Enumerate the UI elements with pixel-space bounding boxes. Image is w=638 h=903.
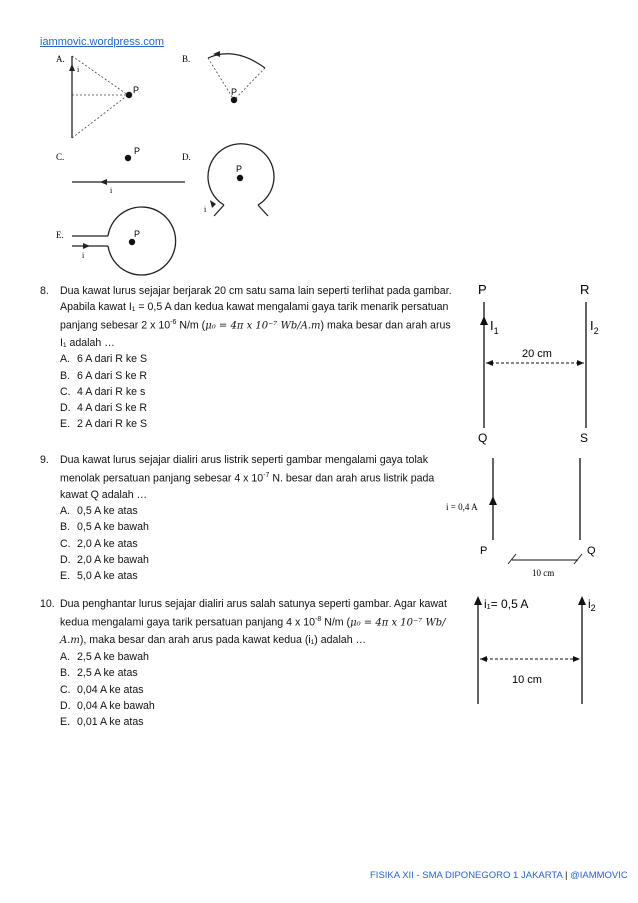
q8-wires-diagram [470, 280, 610, 450]
fig-label-a: A. [56, 54, 65, 64]
question-text-line: Apabila kawat I₁ = 0,5 A dan kedua kawat mengalami gaya tarik menarik persatuan [60, 301, 449, 314]
question-number: 8. [40, 285, 49, 297]
option-b: B. 6 A dari S ke R [60, 369, 148, 382]
fig-e-current-label: i [82, 251, 85, 260]
option-c: C. 2,0 A ke atas [60, 537, 138, 550]
question-text-line: menolak persatuan panjang sebesar 4 x $10^{-7}$ N. besar dan arah arus listrik pada [60, 472, 435, 485]
option-e: E. 2 A dari R ke S [60, 418, 148, 431]
option-d: D. 2,0 A ke bawah [60, 553, 149, 566]
fig-label-b: B. [182, 54, 191, 64]
option-e: E. 5,0 A ke atas [60, 569, 138, 582]
fig-label-e: E. [56, 230, 64, 240]
footer-handle: @IAMMOVIC [570, 870, 628, 881]
q8-label-q: Q [478, 431, 488, 445]
question-text-line: kedua mengalami gaya tarik persatuan panjang 4 x $10^{-8}$ N/m (μ₀ = 4π x 10⁻⁷ Wb/ [60, 616, 446, 629]
fig-d-point-label: P [236, 164, 243, 174]
option-b: B. 2,5 A ke atas [60, 667, 138, 680]
q9-label-p: P [480, 545, 488, 557]
q8-label-p: P [478, 282, 487, 297]
q10-current-label-i2: $i_2$ [588, 597, 596, 613]
question-text-line: panjang sebesar 2 x $10^{-6}$ N/m (μ₀ = 4π x 10⁻⁷ Wb/A.m) maka besar dan arah arus [60, 319, 451, 332]
fig-a-point-label: P [133, 85, 140, 95]
q9-label-q: Q [587, 545, 596, 557]
question-number: 10. [40, 598, 55, 610]
q9-wires-diagram [440, 452, 610, 582]
fig-c-current-label: i [110, 186, 113, 195]
fig-a-current-label: i [77, 65, 80, 74]
option-c: C. 0,04 A ke atas [60, 683, 144, 696]
q8-label-i2: $I_2$ [590, 318, 599, 336]
figure-options-diagram [50, 48, 290, 280]
option-b: B. 0,5 A ke bawah [60, 521, 149, 534]
question-text-line: I₁ adalah … [60, 337, 115, 350]
q9-distance-label: 10 cm [532, 568, 555, 578]
q8-label-i1: $I_1$ [490, 318, 499, 336]
fig-e-point-label: P [134, 229, 141, 239]
q8-label-s: S [580, 431, 589, 445]
option-a: A. 0,5 A ke atas [60, 505, 138, 518]
option-a: A. 6 A dari R ke S [60, 353, 148, 366]
footer-school: FISIKA XII - SMA DIPONEGORO 1 JAKARTA [370, 870, 563, 881]
option-c: C. 4 A dari R ke s [60, 385, 146, 398]
option-e: E. 0,01 A ke atas [60, 715, 144, 728]
site-link[interactable]: iammovic.wordpress.com [40, 36, 165, 48]
question-number: 9. [40, 454, 49, 466]
question-text-line: Dua kawat lurus sejajar dialiri arus listrik seperti gambar mengalami gaya tolak [60, 454, 428, 466]
page-footer: FISIKA XII - SMA DIPONEGORO 1 JAKARTA | @IAMMOVIC [370, 870, 628, 881]
fig-d-current-label: i [204, 205, 207, 214]
fig-c-point-label: P [134, 146, 141, 156]
option-a: A. 2,5 A ke bawah [60, 651, 149, 664]
fig-label-d: D. [182, 152, 191, 162]
question-text-line: Dua kawat lurus sejajar berjarak 20 cm satu sama lain seperti terlihat pada gambar. [60, 285, 452, 297]
option-d: D. 4 A dari S ke R [60, 401, 148, 414]
question-text-line: Dua penghantar lurus sejajar dialiri arus salah satunya seperti gambar. Agar kawat [60, 598, 447, 610]
q8-distance-label: 20 cm [522, 348, 552, 360]
q10-current-label-i1: i₁= 0,5 A [484, 597, 529, 611]
fig-label-c: C. [56, 152, 65, 162]
fig-b-point-label: P [231, 87, 238, 97]
question-text-line: A.m), maka besar dan arah arus pada kawat kedua (i₁) adalah … [60, 633, 367, 646]
q10-distance-label: 10 cm [512, 674, 542, 686]
q8-label-r: R [580, 282, 590, 297]
question-text-line: kawat Q adalah … [60, 488, 148, 501]
q10-wires-diagram [470, 592, 610, 708]
q9-current-label: i = 0,4 A [446, 502, 478, 512]
option-d: D. 0,04 A ke bawah [60, 699, 155, 712]
